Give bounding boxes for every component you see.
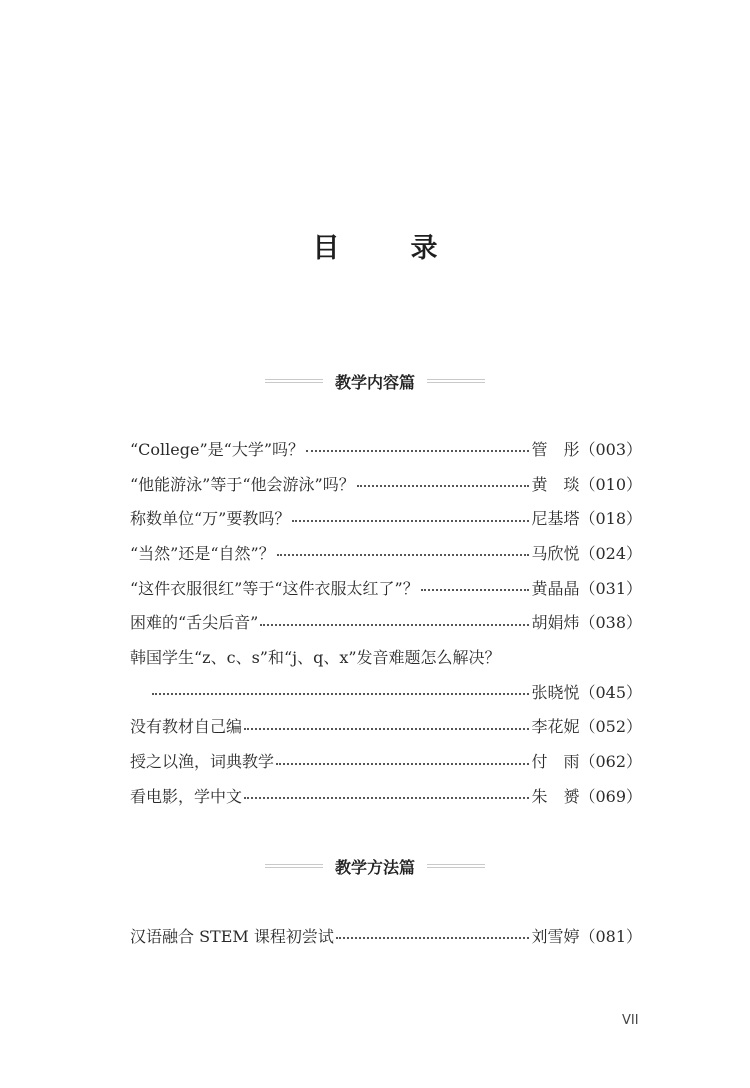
dot-leader [357, 485, 530, 487]
toc-entry-title: 没有教材自己编 [130, 717, 243, 737]
toc-entry-page: （081） [579, 926, 642, 946]
toc-entry[interactable] [130, 535, 642, 570]
toc-entry-page: （031） [579, 578, 642, 598]
toc-entry-page: （018） [579, 509, 642, 529]
toc-entry-author: 李花妮 [531, 717, 580, 737]
heading-rule-right [427, 379, 485, 383]
toc-entry-page: （010） [579, 474, 642, 494]
section-heading-teaching-content [0, 368, 750, 394]
toc-entry-page: （038） [579, 613, 642, 633]
dot-leader [244, 728, 529, 730]
toc-list-teaching-content [130, 431, 642, 813]
toc-entry[interactable] [130, 500, 642, 535]
page-title: 目 录 [312, 233, 460, 264]
toc-entry-page: （003） [579, 439, 642, 459]
toc-entry-author: 马欣悦 [531, 543, 580, 563]
heading-rule-left [265, 379, 323, 383]
toc-entry-title: 困难的“舌尖后音” [130, 613, 259, 633]
heading-rule-right [427, 864, 485, 868]
toc-entry-author: 黄晶晶 [531, 578, 580, 598]
toc-entry[interactable] [130, 918, 642, 953]
toc-entry-author: 朱 赟 [531, 786, 580, 806]
toc-entry[interactable] [130, 709, 642, 744]
toc-entry-title: “College”是“大学”吗？ [130, 439, 305, 459]
toc-entry-title: 看电影，学中文 [130, 786, 243, 806]
dot-leader [244, 797, 529, 799]
heading-rule-left [265, 864, 323, 868]
dot-leader [292, 520, 529, 522]
toc-entry[interactable] [130, 431, 642, 466]
toc-entry[interactable] [130, 604, 642, 639]
dot-leader [277, 554, 530, 556]
toc-entry[interactable] [130, 466, 642, 501]
page-number: VII [622, 1013, 639, 1028]
toc-entry-author: 管 彤 [531, 439, 580, 459]
toc-entry-title: 韩国学生“z、c、s”和“j、q、x”发音难题怎么解决？ [130, 647, 501, 667]
toc-entry-title: “这件衣服很红”等于“这件衣服太红了”？ [130, 578, 419, 598]
toc-entry-author: 黄 琰 [531, 474, 580, 494]
toc-entry-title: “当然”还是“自然”？ [130, 543, 275, 563]
toc-entry-page: （024） [579, 543, 642, 563]
toc-entry-author: 张晓悦 [531, 682, 580, 702]
toc-entry-author: 胡娟炜 [531, 613, 580, 633]
toc-entry-title: 称数单位“万”要教吗？ [130, 509, 291, 529]
toc-entry-page: （052） [579, 717, 642, 737]
dot-leader [306, 450, 529, 452]
dot-leader [336, 937, 530, 939]
dot-leader [152, 693, 529, 695]
toc-entry[interactable] [130, 743, 642, 778]
section-heading-teaching-methods [0, 853, 750, 879]
dot-leader [276, 763, 529, 765]
toc-entry[interactable] [130, 778, 642, 813]
section-heading-label: 教学内容篇 [334, 372, 415, 392]
toc-entry-title: 授之以渔，词典教学 [130, 752, 275, 772]
section-heading-label: 教学方法篇 [334, 857, 415, 877]
toc-entry[interactable] [130, 570, 642, 605]
toc-entry-title: 汉语融合 STEM 课程初尝试 [130, 926, 334, 946]
toc-entry-page: （062） [579, 752, 642, 772]
toc-entry-author: 刘雪婷 [531, 926, 580, 946]
toc-entry-page: （069） [579, 786, 642, 806]
toc-list-teaching-methods [130, 918, 642, 953]
dot-leader [421, 589, 530, 591]
toc-entry-continuation[interactable] [130, 674, 642, 709]
toc-entry-author: 付 雨 [531, 752, 580, 772]
toc-entry-author: 尼基塔 [531, 509, 580, 529]
dot-leader [260, 624, 529, 626]
toc-entry-page: （045） [579, 682, 642, 702]
toc-entry-title: “他能游泳”等于“他会游泳”吗？ [130, 474, 355, 494]
toc-entry-title-line[interactable] [130, 639, 642, 674]
